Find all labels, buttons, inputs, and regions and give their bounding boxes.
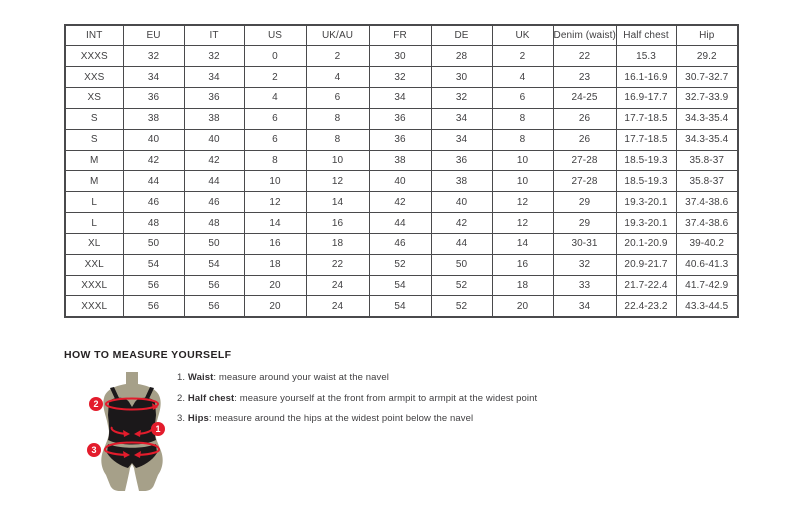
size-label-cell: S: [65, 108, 123, 129]
table-cell: 42: [123, 150, 184, 171]
table-cell: 2: [492, 46, 553, 67]
instruction-label: Half chest: [187, 392, 235, 404]
mannequin-illustration: [78, 371, 186, 491]
size-label-cell: XXS: [65, 67, 123, 88]
table-row: [65, 275, 738, 296]
table-row: [65, 213, 738, 234]
table-row: [65, 254, 738, 275]
column-header: UK: [492, 25, 553, 46]
table-row: [65, 67, 738, 88]
table-cell: 44: [123, 171, 184, 192]
measure-instruction-item: [177, 373, 537, 383]
table-cell: 12: [492, 213, 553, 234]
table-cell: 36: [369, 129, 431, 150]
size-chart-header: [65, 25, 738, 46]
table-cell: 6: [244, 129, 306, 150]
table-cell: 52: [369, 254, 431, 275]
table-row: [65, 46, 738, 67]
table-cell: 41.7-42.9: [676, 275, 738, 296]
table-cell: 44: [431, 233, 492, 254]
table-cell: 46: [369, 233, 431, 254]
table-cell: 54: [184, 254, 244, 275]
table-cell: 52: [431, 275, 492, 296]
size-label-cell: XXL: [65, 254, 123, 275]
table-cell: 15.3: [616, 46, 676, 67]
table-cell: 27-28: [553, 150, 616, 171]
table-cell: 16.1-16.9: [616, 67, 676, 88]
table-cell: 42: [184, 150, 244, 171]
table-cell: 40: [184, 129, 244, 150]
table-cell: 22: [553, 46, 616, 67]
table-cell: 8: [492, 108, 553, 129]
table-row: [65, 171, 738, 192]
table-cell: 6: [492, 88, 553, 109]
table-cell: 29.2: [676, 46, 738, 67]
column-header: US: [244, 25, 306, 46]
table-cell: 12: [244, 192, 306, 213]
table-cell: 10: [244, 171, 306, 192]
table-cell: 20: [244, 275, 306, 296]
table-cell: 37.4-38.6: [676, 213, 738, 234]
measure-instruction-item: [177, 414, 537, 424]
svg-text:3: 3: [91, 445, 97, 456]
table-cell: 40.6-41.3: [676, 254, 738, 275]
table-cell: 32: [184, 46, 244, 67]
column-header: DE: [431, 25, 492, 46]
table-cell: 30: [431, 67, 492, 88]
table-cell: 39-40.2: [676, 233, 738, 254]
instruction-text: : measure around your waist at the navel: [213, 372, 389, 383]
table-cell: 38: [369, 150, 431, 171]
table-cell: 14: [244, 213, 306, 234]
size-label-cell: XXXL: [65, 275, 123, 296]
table-cell: 36: [431, 150, 492, 171]
table-cell: 36: [369, 108, 431, 129]
column-header: EU: [123, 25, 184, 46]
table-cell: 10: [306, 150, 369, 171]
table-cell: 32: [431, 88, 492, 109]
table-cell: 10: [492, 150, 553, 171]
table-cell: 8: [306, 129, 369, 150]
table-cell: 20.9-21.7: [616, 254, 676, 275]
table-cell: 20: [244, 296, 306, 317]
table-cell: 34: [369, 88, 431, 109]
table-row: [65, 108, 738, 129]
table-cell: 32: [369, 67, 431, 88]
table-cell: 18: [492, 275, 553, 296]
table-cell: 8: [306, 108, 369, 129]
table-cell: 30-31: [553, 233, 616, 254]
table-cell: 54: [123, 254, 184, 275]
table-cell: 36: [123, 88, 184, 109]
table-cell: 40: [369, 171, 431, 192]
table-cell: 34: [184, 67, 244, 88]
table-cell: 20: [492, 296, 553, 317]
measure-badge-hips: [87, 443, 101, 457]
table-cell: 46: [123, 192, 184, 213]
table-cell: 22.4-23.2: [616, 296, 676, 317]
table-cell: 21.7-22.4: [616, 275, 676, 296]
table-cell: 2: [244, 67, 306, 88]
table-cell: 50: [123, 233, 184, 254]
measure-instruction-item: [177, 394, 537, 404]
table-cell: 56: [184, 275, 244, 296]
column-header: Denim (waist): [553, 25, 616, 46]
column-header: INT: [65, 25, 123, 46]
instruction-label: Hips: [187, 413, 209, 424]
table-cell: 16.9-17.7: [616, 88, 676, 109]
size-chart-body: [65, 46, 738, 317]
table-cell: 29: [553, 192, 616, 213]
table-cell: 0: [244, 46, 306, 67]
instruction-label: Waist: [187, 372, 214, 383]
table-cell: 44: [369, 213, 431, 234]
size-label-cell: XXXS: [65, 46, 123, 67]
table-cell: 42: [369, 192, 431, 213]
table-cell: 8: [492, 129, 553, 150]
table-cell: 30.7-32.7: [676, 67, 738, 88]
measure-instructions: [177, 373, 537, 435]
table-cell: 24: [306, 275, 369, 296]
svg-text:1: 1: [155, 424, 161, 435]
table-cell: 24-25: [553, 88, 616, 109]
table-cell: 26: [553, 129, 616, 150]
table-cell: 4: [306, 67, 369, 88]
column-header: UK/AU: [306, 25, 369, 46]
table-cell: 16: [492, 254, 553, 275]
table-cell: 6: [306, 88, 369, 109]
size-label-cell: XS: [65, 88, 123, 109]
table-cell: 38: [123, 108, 184, 129]
table-cell: 56: [123, 296, 184, 317]
table-cell: 48: [123, 213, 184, 234]
table-cell: 20.1-20.9: [616, 233, 676, 254]
table-cell: 38: [184, 108, 244, 129]
table-cell: 44: [184, 171, 244, 192]
table-row: [65, 233, 738, 254]
measure-badge-chest: [89, 397, 103, 411]
table-cell: 56: [123, 275, 184, 296]
table-cell: 34: [431, 129, 492, 150]
table-cell: 30: [369, 46, 431, 67]
table-cell: 6: [244, 108, 306, 129]
size-label-cell: M: [65, 150, 123, 171]
table-cell: 37.4-38.6: [676, 192, 738, 213]
instruction-number: 1.: [177, 372, 186, 383]
column-header: Half chest: [616, 25, 676, 46]
table-cell: 19.3-20.1: [616, 192, 676, 213]
measure-section-heading: HOW TO MEASURE YOURSELF: [64, 349, 232, 361]
table-cell: 32: [123, 46, 184, 67]
table-cell: 12: [306, 171, 369, 192]
table-cell: 34: [553, 296, 616, 317]
table-cell: 40: [431, 192, 492, 213]
table-cell: 8: [244, 150, 306, 171]
table-cell: 19.3-20.1: [616, 213, 676, 234]
table-cell: 42: [431, 213, 492, 234]
table-cell: 14: [306, 192, 369, 213]
measure-badge-waist: [151, 422, 165, 436]
table-cell: 26: [553, 108, 616, 129]
table-cell: 50: [184, 233, 244, 254]
table-cell: 18.5-19.3: [616, 150, 676, 171]
table-cell: 43.3-44.5: [676, 296, 738, 317]
table-cell: 10: [492, 171, 553, 192]
table-cell: 18: [244, 254, 306, 275]
size-label-cell: XXXL: [65, 296, 123, 317]
table-row: [65, 150, 738, 171]
table-cell: 35.8-37: [676, 171, 738, 192]
size-label-cell: L: [65, 213, 123, 234]
measurement-figure: [78, 371, 186, 491]
table-row: [65, 129, 738, 150]
table-cell: 56: [184, 296, 244, 317]
table-cell: 54: [369, 296, 431, 317]
table-cell: 23: [553, 67, 616, 88]
size-label-cell: XL: [65, 233, 123, 254]
table-row: [65, 88, 738, 109]
table-cell: 4: [244, 88, 306, 109]
size-chart-table: [64, 24, 739, 318]
table-cell: 34: [123, 67, 184, 88]
column-header: Hip: [676, 25, 738, 46]
table-cell: 34: [431, 108, 492, 129]
table-cell: 32.7-33.9: [676, 88, 738, 109]
table-cell: 28: [431, 46, 492, 67]
table-cell: 17.7-18.5: [616, 129, 676, 150]
table-cell: 16: [306, 213, 369, 234]
table-cell: 32: [553, 254, 616, 275]
table-cell: 18.5-19.3: [616, 171, 676, 192]
instruction-text: : measure around the hips at the widest point below the navel: [208, 413, 474, 424]
table-cell: 4: [492, 67, 553, 88]
table-cell: 16: [244, 233, 306, 254]
table-cell: 24: [306, 296, 369, 317]
table-cell: 33: [553, 275, 616, 296]
column-header: FR: [369, 25, 431, 46]
size-label-cell: M: [65, 171, 123, 192]
table-cell: 34.3-35.4: [676, 129, 738, 150]
size-label-cell: S: [65, 129, 123, 150]
table-cell: 38: [431, 171, 492, 192]
instruction-text: : measure yourself at the front from armpit to armpit at the widest point: [234, 392, 538, 404]
table-cell: 29: [553, 213, 616, 234]
table-cell: 17.7-18.5: [616, 108, 676, 129]
table-cell: 18: [306, 233, 369, 254]
svg-text:2: 2: [93, 399, 99, 410]
table-row: [65, 192, 738, 213]
table-cell: 46: [184, 192, 244, 213]
table-cell: 48: [184, 213, 244, 234]
header-row: [65, 25, 738, 46]
column-header: IT: [184, 25, 244, 46]
table-cell: 35.8-37: [676, 150, 738, 171]
table-cell: 54: [369, 275, 431, 296]
instruction-number: 2.: [177, 392, 186, 404]
table-row: [65, 296, 738, 317]
table-cell: 14: [492, 233, 553, 254]
table-cell: 50: [431, 254, 492, 275]
table-cell: 52: [431, 296, 492, 317]
table-cell: 40: [123, 129, 184, 150]
instruction-number: 3.: [177, 413, 186, 424]
table-cell: 12: [492, 192, 553, 213]
table-cell: 22: [306, 254, 369, 275]
table-cell: 2: [306, 46, 369, 67]
table-cell: 27-28: [553, 171, 616, 192]
table-cell: 34.3-35.4: [676, 108, 738, 129]
table-cell: 36: [184, 88, 244, 109]
size-label-cell: L: [65, 192, 123, 213]
